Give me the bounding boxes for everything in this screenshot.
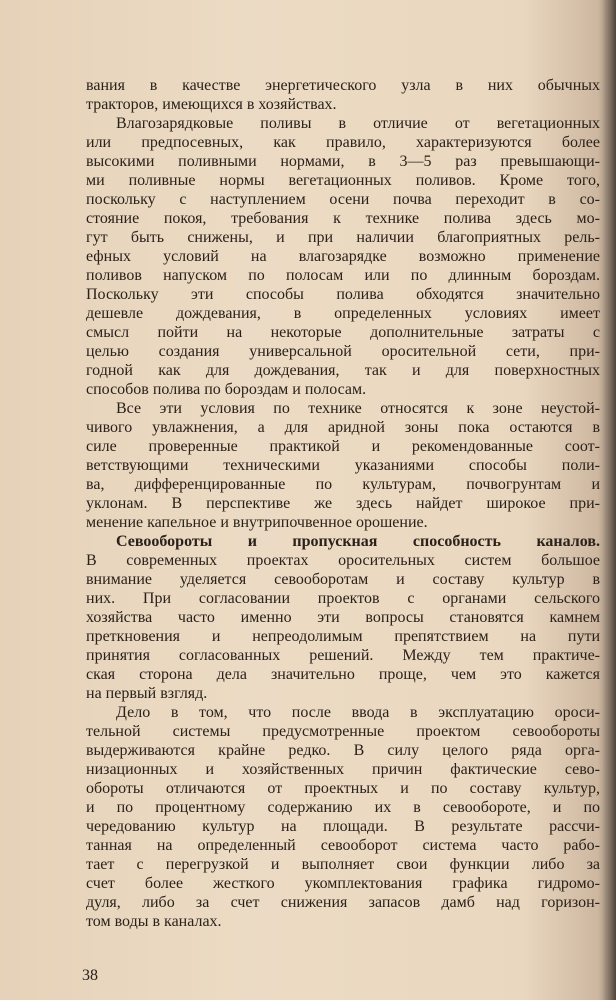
text-line: дешевле дождевания, в определенных условиях имеет — [86, 305, 600, 322]
text-line: них. При согласовании проектов с органами сельского — [86, 590, 600, 607]
paragraph — [86, 532, 600, 703]
text-line: том воды в каналах. — [86, 913, 222, 930]
text-line: менение капельное и внутрипочвенное орошение. — [86, 514, 428, 531]
text-line: или предпосевных, как правило, характеризуются более — [86, 134, 600, 151]
paragraph — [86, 114, 600, 399]
text-line: выдерживаются крайне редко. В силу целого ряда орга- — [86, 742, 600, 759]
text-line: тает с перегрузкой и выполняет свои функции либо за — [86, 856, 600, 873]
text-line: ветствующими техническими указаниями способы поли- — [86, 457, 600, 474]
page-number: 38 — [82, 967, 98, 984]
text-line: целью создания универсальной оросительной сети, при- — [86, 343, 600, 360]
text-line: дуля, либо за счет снижения запасов дамб над горизон- — [86, 894, 600, 911]
text-line: на первый взгляд. — [86, 685, 208, 702]
text-line: ми поливные нормы вегетационных поливов. Кроме того, — [86, 172, 600, 189]
text-line: принятия согласованных решений. Между тем практиче- — [86, 647, 600, 664]
text-line: хозяйства часто именно эти вопросы становятся камнем — [86, 609, 600, 626]
text-line: внимание уделяется севооборотам и составу культур в — [86, 571, 600, 588]
text-line: В современных проектах оросительных систем большое — [86, 552, 600, 569]
paragraph — [86, 703, 600, 931]
text-line: Поскольку эти способы полива обходятся значительно — [86, 286, 600, 303]
text-line: тельной системы предусмотренные проектом севообороты — [86, 723, 600, 740]
text-line: ва, дифференцированные по культурам, почвогрунтам и — [86, 476, 600, 493]
text-line: поливов напуском по полосам или по длинным бороздам. — [86, 267, 600, 284]
text-line: Дело в том, что после ввода в эксплуатацию ороси- — [116, 704, 600, 721]
text-line — [86, 532, 600, 551]
text-line: стояние покоя, требования к технике полива здесь мо- — [86, 210, 600, 227]
text-line: уклонам. В перспективе же здесь найдет широкое при- — [86, 495, 600, 512]
page-body — [86, 76, 600, 931]
text-line: ефных условий на влагозарядке возможно применение — [86, 248, 600, 265]
text-line: ская сторона дела значительно проще, чем это кажется — [86, 666, 600, 683]
text-line: Все эти условия по технике относятся к зоне неустой- — [116, 400, 600, 417]
text-line: обороты отличаются от проектных и по составу культур, — [86, 780, 600, 797]
text-line: способов полива по бороздам и полосам. — [86, 381, 367, 398]
text-line: силе проверенные практикой и рекомендованные соот- — [86, 438, 600, 455]
text-line: годной как для дождевания, так и для поверхностных — [86, 362, 600, 379]
page-edge-shadow — [602, 0, 616, 1000]
text-line: Влагозарядковые поливы в отличие от вегетационных — [116, 115, 600, 132]
text-line: счет более жесткого укомплектования графика гидромо- — [86, 875, 600, 892]
text-line: тракторов, имеющихся в хозяйствах. — [86, 96, 337, 113]
paragraph — [86, 399, 600, 532]
text-line: чивого увлажнения, а для аридной зоны пока остаются в — [86, 419, 600, 436]
text-line: поскольку с наступлением осени почва переходит в со- — [86, 191, 600, 208]
text-line: гут быть снижены, и при наличии благоприятных рель- — [86, 229, 600, 246]
text-line: и по процентному содержанию их в севообороте, и по — [86, 799, 600, 816]
text-line: высокими поливными нормами, в 3—5 раз превышающи- — [86, 153, 600, 170]
text-line: чередованию культур на площади. В результате рассчи- — [86, 818, 600, 835]
text-line: преткновения и непреодолимым препятствием на пути — [86, 628, 600, 645]
section-heading: Севообороты и пропускная способность каналов. — [116, 533, 600, 550]
text-line: танная на определенный севооборот система часто рабо- — [86, 837, 600, 854]
text-line: вания в качестве энергетического узла в них обычных — [86, 77, 600, 94]
text-line: низационных и хозяйственных причин фактические сево- — [86, 761, 600, 778]
text-line: смысл пойти на некоторые дополнительные затраты с — [86, 324, 600, 341]
paragraph — [86, 76, 600, 114]
